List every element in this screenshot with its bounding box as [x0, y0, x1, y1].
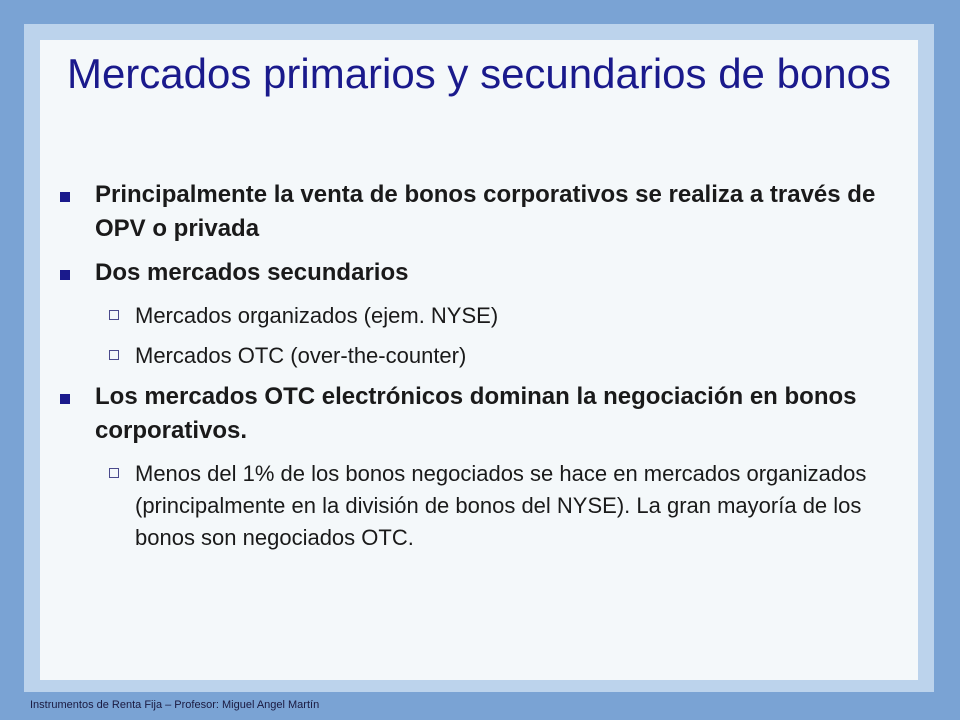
sub-bullet-text: Mercados organizados (ejem. NYSE)	[135, 303, 499, 328]
slide-footer: Instrumentos de Renta Fija – Profesor: Miguel Angel Martín	[30, 699, 320, 711]
square-bullet-icon	[60, 270, 70, 280]
sub-bullet-item	[60, 300, 880, 332]
hollow-square-bullet-icon	[109, 350, 119, 360]
sub-bullet-item	[60, 340, 880, 372]
slide-title: Mercados primarios y secundarios de bonos	[66, 50, 892, 97]
bullet-text: Principalmente la venta de bonos corporativos se realiza a través de OPV o privada	[95, 181, 876, 242]
square-bullet-icon	[60, 192, 70, 202]
bullet-text: Los mercados OTC electrónicos dominan la negociación en bonos corporativos.	[95, 383, 857, 444]
sub-bullet-text: Mercados OTC (over-the-counter)	[135, 343, 467, 368]
square-bullet-icon	[60, 394, 70, 404]
slide-content	[60, 178, 880, 562]
bullet-text: Dos mercados secundarios	[95, 259, 409, 286]
sub-bullet-item	[60, 458, 880, 554]
sub-bullet-text: Menos del 1% de los bonos negociados se hace en mercados organizados (principalmente en la división de bonos del NYSE). La gran mayoría de los bonos son negociados OTC.	[135, 461, 867, 550]
bullet-item	[60, 380, 880, 448]
bullet-item	[60, 256, 880, 290]
hollow-square-bullet-icon	[109, 468, 119, 478]
bullet-item	[60, 178, 880, 246]
hollow-square-bullet-icon	[109, 310, 119, 320]
